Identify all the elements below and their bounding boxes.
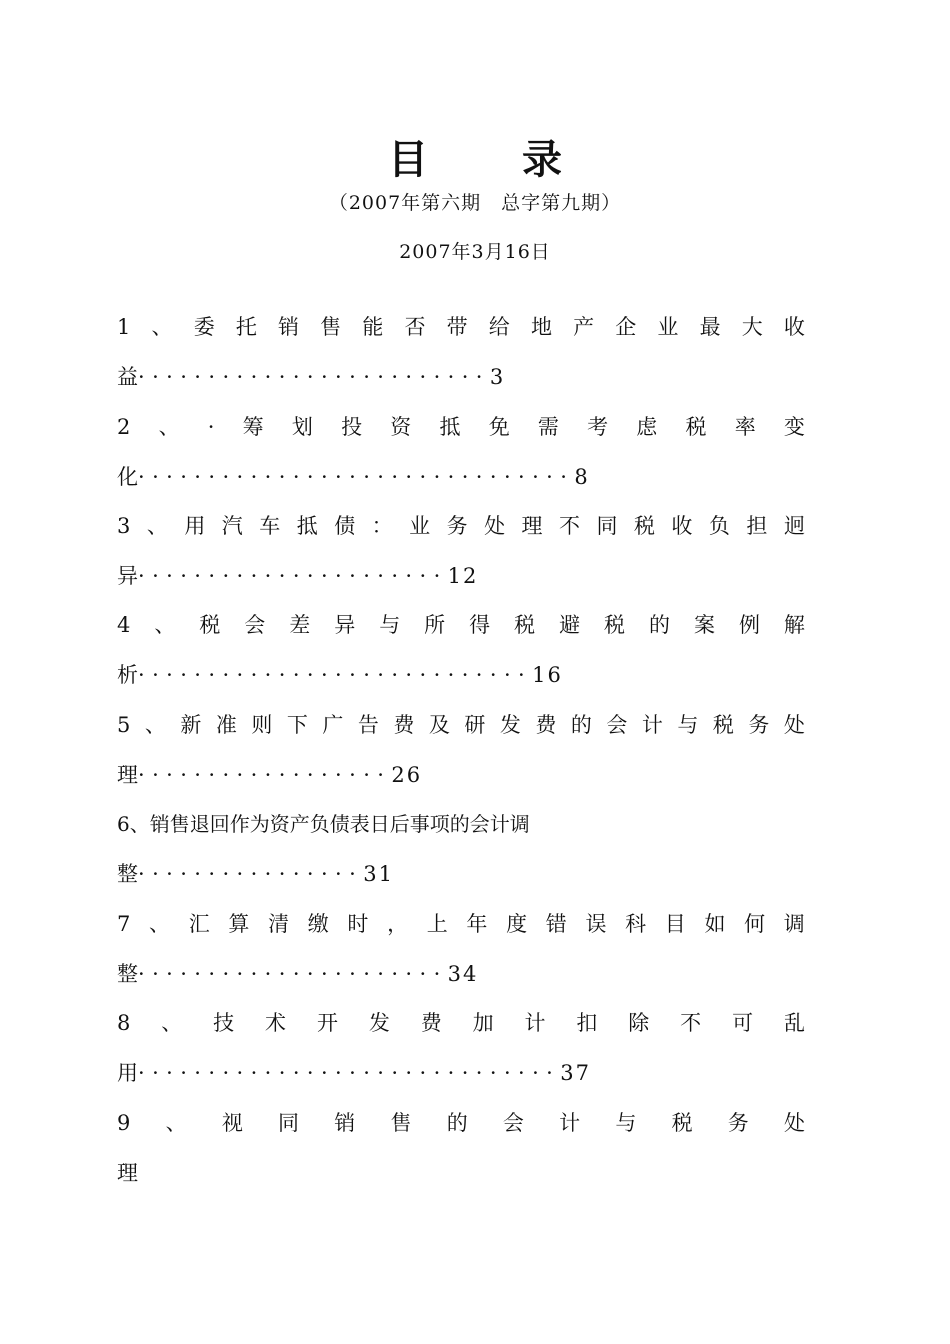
toc-page-number: 3: [489, 365, 506, 389]
toc-page-number: 26: [391, 763, 423, 787]
toc-entry-title: 8 、 技 术 开 发 费 加 计 扣 除 不 可 乱: [117, 1011, 805, 1035]
toc-entry[interactable]: [117, 411, 805, 493]
toc-entry-continuation: [117, 858, 805, 890]
toc-entry-continuation: [117, 361, 805, 393]
toc-leader-dots: ····························: [138, 663, 533, 687]
toc-entry-title: 6、销售退回作为资产负债表日后事项的会计调: [117, 812, 530, 836]
toc-entry-title-end: 用: [117, 1061, 138, 1085]
toc-entry-title: 2 、 · 筹 划 投 资 抵 免 需 考 虑 税 率 变: [117, 415, 805, 439]
toc-entry-title-end: 理: [117, 1161, 138, 1185]
toc-entry[interactable]: [117, 1007, 805, 1089]
toc-entry-title: 3 、 用 汽 车 抵 债 ： 业 务 处 理 不 同 税 收 负 担 迥: [117, 514, 805, 538]
toc-page-number: 34: [447, 962, 479, 986]
toc-entry-continuation: [117, 1157, 805, 1189]
toc-leader-dots: ··················: [138, 763, 392, 787]
toc-entry[interactable]: [117, 311, 805, 393]
toc-entry-continuation: [117, 1057, 805, 1089]
toc-leader-dots: ······················: [138, 564, 448, 588]
toc-entry-title: 4 、 税 会 差 异 与 所 得 税 避 税 的 案 例 解: [117, 613, 805, 637]
toc-entry-continuation: [117, 958, 805, 990]
toc-entry-title: 7 、 汇 算 清 缴 时 ， 上 年 度 错 误 科 目 如 何 调: [117, 912, 805, 936]
toc-entry-title-end: 理: [117, 763, 138, 787]
toc-page-number: 8: [574, 465, 590, 489]
toc-entry-continuation: [117, 560, 805, 592]
toc-entry-title-end: 异: [117, 564, 138, 588]
toc-entry-continuation: [117, 759, 805, 791]
toc-entry-title: 9 、 视 同 销 售 的 会 计 与 税 务 处: [117, 1111, 805, 1135]
toc-leader-dots: ················: [138, 862, 364, 886]
toc-entry[interactable]: [117, 808, 805, 890]
toc-page-number: 31: [363, 862, 394, 886]
toc-entry[interactable]: [117, 1107, 805, 1189]
toc-entry[interactable]: [117, 510, 805, 592]
toc-leader-dots: ······························: [138, 1061, 561, 1085]
toc-entry-title-end: 析: [117, 663, 138, 687]
issue-date: 2007年3月16日: [399, 241, 551, 263]
toc-page-number: 37: [560, 1061, 591, 1085]
toc-page-number: 12: [447, 564, 479, 588]
toc-entry-title-end: 化: [117, 465, 138, 489]
page-title: 目 录: [388, 136, 602, 183]
toc-entry-title: 1 、 委 托 销 售 能 否 带 给 地 产 企 业 最 大 收: [117, 315, 805, 339]
toc-entry-title: 5 、 新 准 则 下 广 告 费 及 研 发 费 的 会 计 与 税 务 处: [117, 713, 805, 737]
toc-entry[interactable]: [117, 709, 805, 791]
toc-entry-title-end: 益: [117, 365, 138, 389]
toc-leader-dots: ·························: [138, 365, 490, 389]
toc-entry-continuation: [117, 659, 805, 691]
toc-entry[interactable]: [117, 908, 805, 990]
issue-subtitle: （2007年第六期 总字第九期）: [328, 192, 622, 214]
toc-entry[interactable]: [117, 609, 805, 691]
toc-entry-title-end: 整: [117, 862, 138, 886]
toc-leader-dots: ······················: [138, 962, 448, 986]
toc-leader-dots: ·······························: [138, 465, 575, 489]
toc-page-number: 16: [532, 663, 563, 687]
toc-entry-title-end: 整: [117, 962, 138, 986]
toc-entry-continuation: [117, 461, 805, 493]
